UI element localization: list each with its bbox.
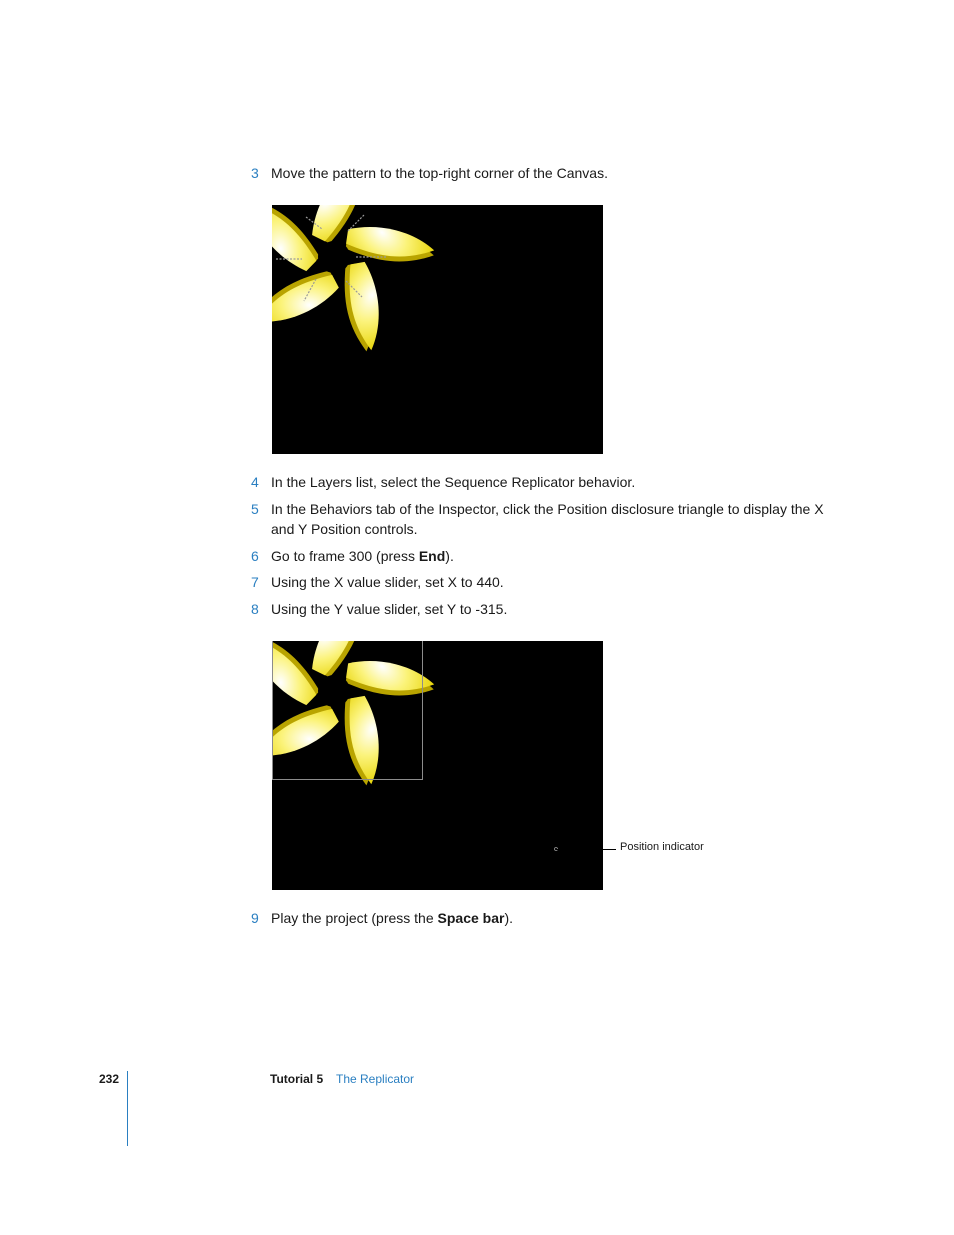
key-name: Space bar <box>437 910 505 926</box>
step-5 <box>251 499 831 539</box>
footer-chapter: Tutorial 5 <box>270 1072 324 1086</box>
step-6 <box>251 546 831 566</box>
step-4 <box>251 472 831 492</box>
step-text: Go to frame 300 (press End). <box>271 548 454 564</box>
step-9 <box>251 908 831 928</box>
step-text: Using the X value slider, set X to 440. <box>271 574 504 590</box>
canvas-screenshot-1 <box>272 205 603 454</box>
page-number: 232 <box>99 1072 120 1086</box>
step-text: Move the pattern to the top-right corner of the Canvas. <box>271 165 608 181</box>
footer-divider <box>127 1071 128 1146</box>
key-name: End <box>418 548 446 564</box>
canvas-screenshot-2 <box>272 641 603 890</box>
flower-pattern-image <box>272 205 603 454</box>
step-text: Using the Y value slider, set Y to -315. <box>271 601 508 617</box>
step-8 <box>251 599 831 619</box>
step-text: In the Behaviors tab of the Inspector, click the Position disclosure triangle to display the X and Y Position controls. <box>271 501 824 537</box>
callout-label: Position indicator <box>620 841 704 853</box>
step-7 <box>251 572 831 592</box>
step-3 <box>251 163 831 183</box>
callout-line <box>556 849 616 850</box>
step-number: 8 <box>251 601 259 617</box>
step-number: 5 <box>251 501 259 517</box>
footer-chapter-title: The Replicator <box>336 1072 415 1086</box>
step-number: 6 <box>251 548 259 564</box>
step-text: In the Layers list, select the Sequence Replicator behavior. <box>271 474 636 490</box>
step-number: 3 <box>251 165 259 181</box>
step-number: 7 <box>251 574 259 590</box>
step-text: Play the project (press the Space bar). <box>271 910 514 926</box>
flower-petals <box>272 205 436 353</box>
step-number: 4 <box>251 474 259 490</box>
step-number: 9 <box>251 910 259 926</box>
flower-petals <box>272 641 436 787</box>
flower-pattern-image <box>272 641 603 890</box>
